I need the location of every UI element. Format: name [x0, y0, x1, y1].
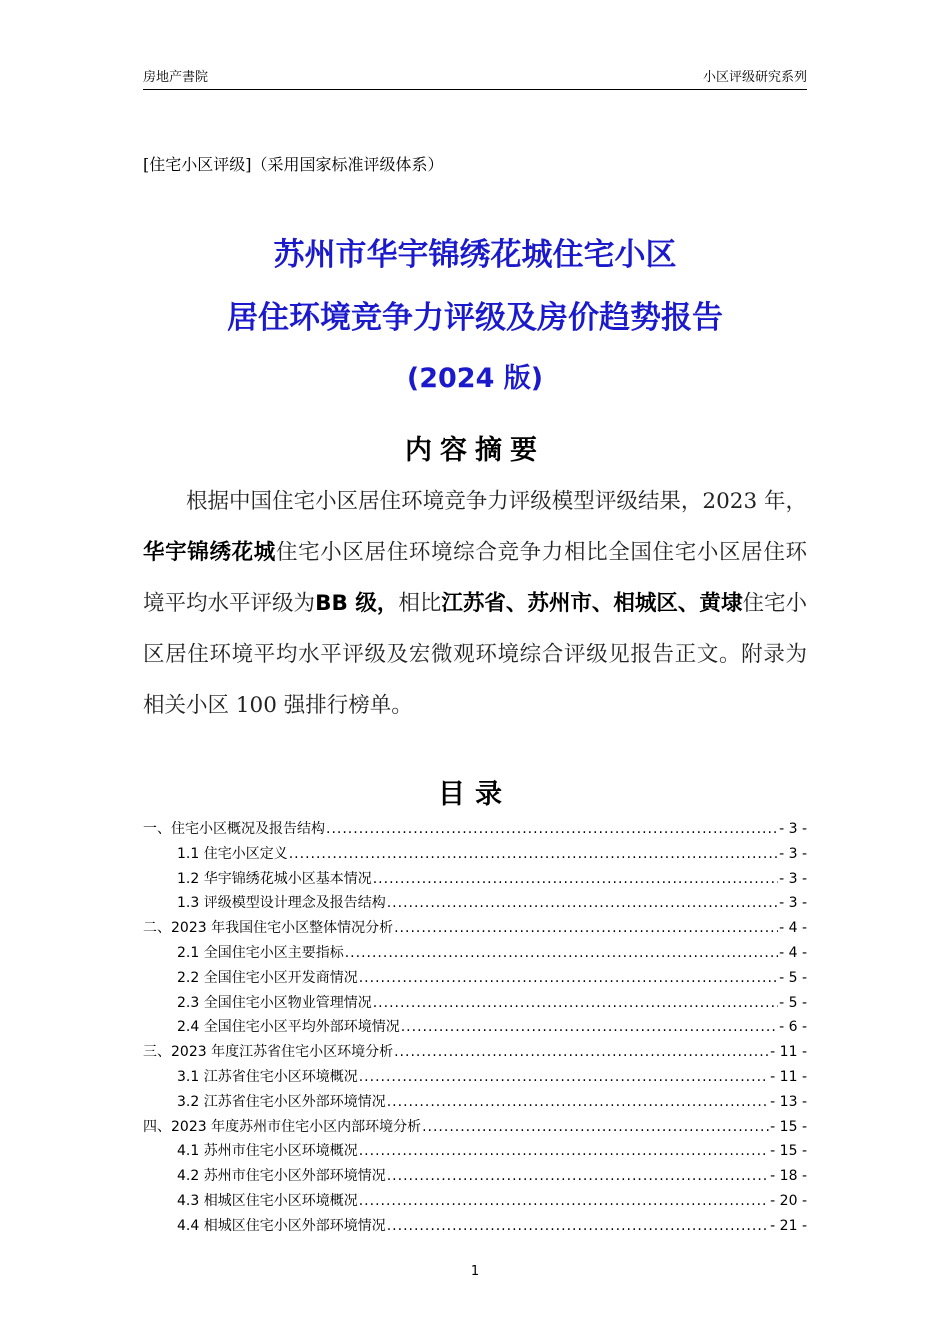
abstract-text-1: 根据中国住宅小区居住环境竞争力评级模型评级结果，2023 年， [186, 489, 807, 514]
toc-entry-label: 2.2 全国住宅小区开发商情况 [177, 969, 358, 986]
toc-entry-page: - 3 - [779, 821, 807, 837]
toc-entry-label: 1.2 华宇锦绣花城小区基本情况 [177, 870, 372, 887]
toc-entry-page: - 5 - [779, 994, 807, 1011]
toc-entry-page: - 4 - [779, 920, 807, 937]
toc-dot-leader [387, 1218, 769, 1234]
toc-entry-page: - 15 - [770, 1143, 807, 1160]
toc-entry-page: - 11 - [770, 1044, 807, 1061]
toc-entry-page: - 3 - [779, 845, 807, 862]
toc-entry-page: - 6 - [779, 1019, 807, 1036]
toc-entry-page: - 21 - [770, 1217, 807, 1234]
report-edition: (2024 版) [406, 363, 544, 394]
toc-heading: 目录 [438, 779, 512, 810]
toc-entry-page: - 4 - [779, 944, 807, 961]
abstract-text-2: 住宅小区居住环境综合竞争力相比全国住宅小区居住环境平均水平评级为 [143, 540, 807, 616]
table-of-contents [143, 818, 807, 1240]
abstract-bold-rating: BB 级， [315, 591, 399, 616]
toc-dot-leader [394, 920, 778, 936]
toc-entry-label: 3.1 江苏省住宅小区环境概况 [177, 1068, 358, 1085]
toc-entry[interactable] [143, 992, 807, 1017]
toc-entry-label: 4.3 相城区住宅小区环境概况 [177, 1192, 358, 1209]
toc-entry-label: 2.4 全国住宅小区平均外部环境情况 [177, 1019, 400, 1036]
toc-dot-leader [387, 1094, 769, 1110]
toc-entry[interactable] [143, 1116, 807, 1141]
header-divider [143, 89, 807, 90]
abstract-heading: 内容摘要 [405, 435, 545, 466]
toc-dot-leader [289, 846, 778, 862]
toc-dot-leader [422, 1119, 769, 1135]
toc-entry[interactable] [143, 1016, 807, 1041]
toc-dot-leader [359, 1069, 769, 1085]
abstract-paragraph [143, 476, 807, 731]
toc-entry[interactable] [143, 843, 807, 868]
toc-entry-page: - 3 - [779, 895, 807, 912]
toc-entry[interactable] [143, 1190, 807, 1215]
toc-dot-leader [359, 1143, 769, 1159]
abstract-text-3: 相比 [398, 591, 442, 616]
toc-dot-leader [387, 895, 778, 911]
header-left-brand: 房地产書院 [143, 70, 209, 85]
toc-entry-label: 4.4 相城区住宅小区外部环境情况 [177, 1217, 386, 1234]
header-right-series: 小区评级研究系列 [702, 70, 807, 85]
toc-dot-leader [359, 1193, 769, 1209]
report-category: [住宅小区评级]（采用国家标准评级体系） [143, 155, 444, 174]
toc-entry-page: - 3 - [779, 870, 807, 887]
toc-entry[interactable] [143, 868, 807, 893]
toc-entry-label: 1.1 住宅小区定义 [177, 845, 288, 862]
toc-entry-label: 2.3 全国住宅小区物业管理情况 [177, 994, 372, 1011]
toc-dot-leader [359, 970, 778, 986]
abstract-bold-community: 华宇锦绣花城 [143, 540, 276, 565]
toc-entry-label: 3.2 江苏省住宅小区外部环境情况 [177, 1093, 386, 1110]
toc-entry[interactable] [143, 1066, 807, 1091]
toc-entry-label: 1.3 评级模型设计理念及报告结构 [177, 895, 386, 912]
toc-entry[interactable] [143, 967, 807, 992]
toc-entry-label: 一、住宅小区概况及报告结构 [143, 821, 325, 837]
toc-entry-page: - 11 - [770, 1068, 807, 1085]
toc-entry-page: - 13 - [770, 1093, 807, 1110]
toc-entry[interactable] [143, 892, 807, 917]
toc-entry-label: 二、2023 年我国住宅小区整体情况分析 [143, 920, 394, 937]
toc-entry[interactable] [143, 1140, 807, 1165]
toc-entry-label: 4.2 苏州市住宅小区外部环境情况 [177, 1168, 386, 1185]
toc-dot-leader [401, 1019, 778, 1035]
toc-entry-page: - 5 - [779, 969, 807, 986]
toc-entry[interactable] [143, 1215, 807, 1240]
toc-dot-leader [373, 995, 778, 1011]
toc-entry-label: 2.1 全国住宅小区主要指标 [177, 944, 344, 961]
toc-entry[interactable] [143, 917, 807, 942]
toc-entry-label: 三、2023 年度江苏省住宅小区环境分析 [143, 1044, 394, 1061]
report-title-line1: 苏州市华宇锦绣花城住宅小区 [273, 237, 677, 273]
toc-entry-page: - 15 - [770, 1118, 807, 1135]
toc-entry-label: 四、2023 年度苏州市住宅小区内部环境分析 [143, 1118, 422, 1135]
toc-entry-page: - 20 - [770, 1192, 807, 1209]
toc-dot-leader [345, 945, 778, 961]
page-number: 1 [470, 1264, 480, 1279]
toc-dot-leader [373, 871, 778, 887]
toc-entry[interactable] [143, 1091, 807, 1116]
toc-entry[interactable] [143, 942, 807, 967]
toc-entry[interactable] [143, 1165, 807, 1190]
toc-dot-leader [394, 1044, 769, 1060]
report-title-line2: 居住环境竞争力评级及房价趋势报告 [227, 300, 723, 336]
toc-dot-leader [326, 821, 778, 837]
abstract-bold-regions: 江苏省、苏州市、相城区、黄埭 [441, 591, 743, 616]
toc-entry-page: - 18 - [770, 1168, 807, 1185]
toc-entry-label: 4.1 苏州市住宅小区环境概况 [177, 1143, 358, 1160]
abstract-text-4: 住宅小区居住环境平均水平评级及宏微观环境综合评级见报告正文。附录为相关小区 100 强排行榜单。 [143, 591, 807, 718]
toc-entry[interactable] [143, 1041, 807, 1066]
toc-entry[interactable] [143, 818, 807, 843]
toc-dot-leader [387, 1168, 769, 1184]
